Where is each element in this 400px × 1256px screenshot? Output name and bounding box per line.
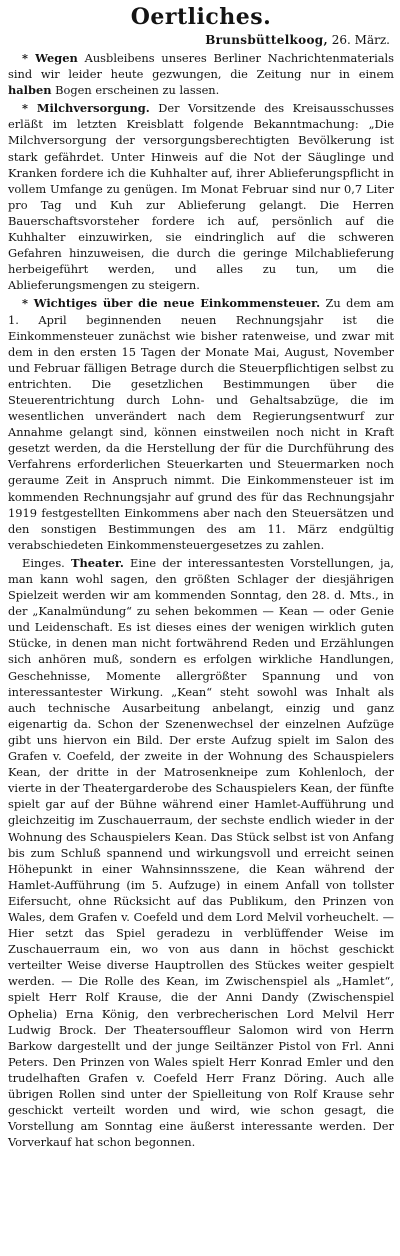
article-theater-prefix: Einges. xyxy=(22,555,65,570)
article-missing-news xyxy=(8,50,394,98)
article-theater-headline: Theater. xyxy=(71,555,124,570)
dateline-date: 26. März. xyxy=(331,33,390,47)
dateline-place: Brunsbüttelkoog, xyxy=(205,33,328,47)
section-heading: Oertliches. xyxy=(130,4,272,30)
article-milk-supply-headline: * Milchversorgung. xyxy=(22,101,150,116)
article-theater-body: Eine der interessantesten Vorstellungen, ja, man kann wohl sagen, den größten Schlager der diesjährigen Spielzeit werden wir am kommenden Sonntag, den 28. d. Mts., in der „Kanalmündung“ zu sehen bekommen — Kean — oder Genie und Leidenschaft. Es ist dieses eines der wenigen wirklich guten Stücke, in denen man nicht fortwährend Reden und Erzählungen sich anhören muß, sondern es erfolgen wirkliche Handlungen, Geschehnisse, Momente allergrößter Spannung und von interessantester Wirkung. „Kean“ steht sowohl was Inhalt als auch technische Ausarbeitung anbelangt, einzig und ganz eigenartig da. Schon der Szenenwechsel der einzelnen Aufzüge gibt uns hiervon ein Bild. Der erste Aufzug spielt im Salon des Grafen v. Coefeld, der zweite in der Wohnung des Schauspielers Kean, der dritte in der Matrosenkneipe zum Kohlenloch, der vierte in der Theatergarderobe des Schauspielers Kean, der fünfte spielt gar auf der Bühne während einer Hamlet-Aufführung und gleichzeitig im Zuschauerraum, der sechste endlich wieder in der Wohnung des Schauspielers Kean. Das Stück selbst ist von Anfang bis zum Schluß spannend und wirkungsvoll und erreicht seinen Höhepunkt in einer Wahnsinnsszene, die Kean während der Hamlet-Aufführung (im 5. Aufzuge) in einem Anfall von tollster Eifersucht, ohne Rücksicht auf das Publikum, den Prinzen von Wales, dem Grafen v. Coefeld und dem Lord Melvil vorheuchelt. — Hier setzt das Spiel geradezu in verblüffender Weise im Zuschauerraum ein, wo von aus dann in höchst geschickt verteilter Weise diverse Hauptrollen des Stückes weiter gespielt werden. — Die Rolle des Kean, im Zwischenspiel als „Hamlet“, spielt Herr Rolf Krause, die der Anni Dandy (Zwischenspiel Ophelia) Erna König, den verbrecherischen Lord Melvil Herr Ludwig Brock. Der Theatersouffleur Salomon wird von Herrn Barkow dargestellt und der junge Seiltänzer Pistol von Frl. Anni Peters. Den Prinzen von Wales spielt Herr Konrad Emler und den trudelhaften Grafen v. Coefeld Herr Franz Döring. Auch alle übrigen Rollen sind unter der Spielleitung von Rolf Krause sehr geschickt verteilt worden und wird, wie schon gesagt, die Vorstellung am Sonntag eine äußerst interessante werden. Der Vorverkauf hat schon begonnen. xyxy=(8,555,394,1150)
article-milk-supply-body: Der Vorsitzende des Kreisausschusses erläßt im letzten Kreisblatt folgende Bekanntmachung: „Die Milchversorgung der versorgungsberechtigten Bevölkerung ist stark gefährdet. Unter Hinweis auf die Not der Säuglinge und Kranken fordere ich die Kuhhalter auf, ihrer Ablieferungspflicht in vollem Umfange zu genügen. Im Monat Februar sind nur 0,7 Liter pro Tag und Kuh zur Ablieferung gelangt. Die Herren Bauerschaftsvorsteher fordere ich auf, persönlich auf die Kuhhalter einzuwirken, sie eindringlich auf die schweren Gefahren hinzuweisen, die durch die geringe Milchablieferung herbeigeführt werden, und alles zu tun, um die Ablieferungsmengen zu steigern. xyxy=(8,101,394,293)
article-missing-news-lead: * Wegen xyxy=(22,51,78,65)
article-income-tax-body: Zu dem am 1. April beginnenden neuen Rechnungsjahr ist die Einkommensteuer zunächst wie bisher ratenweise, und zwar mit dem in den ersten 15 Tagen der Monate Mai, August, November und Februar fälligen Betrage durch die Steuerpflichtigen selbst zu entrichten. Die gesetzlichen Bestimmungen über die Steuerentrichtung durch Lohn- und Gehaltsabzüge, die im wesentlichen unverändert nach dem Regierungsentwurf zur Annahme gelangt sind, können einstweilen noch nicht in Kraft gesetzt werden, da die Herstellung der für die Durchführung des Verfahrens erforderlichen Steuerkarten und Steuermarken noch geraume Zeit in Anspruch nimmt. Die Einkommensteuer ist im kommenden Rechnungsjahr auf grund des für das Rechnungsjahr 1919 festgestellten Einkommens aber nach den Steuersätzen und den sonstigen Bestimmungen des am 11. März endgültig verabschiedeten Einkommensteuergesetzes zu zahlen. xyxy=(8,296,394,552)
article-missing-news-text-1: Ausbleibens unseres Berliner Nachrichtenmaterials sind wir leider heute gezwungen, die Zeitung nur in einem xyxy=(8,51,394,82)
article-theater xyxy=(8,555,394,1150)
article-milk-supply xyxy=(8,100,394,293)
article-missing-news-emphasis: halben xyxy=(8,83,52,98)
article-income-tax xyxy=(8,295,394,553)
article-income-tax-headline: * Wichtiges über die neue Einkommensteuer. xyxy=(22,296,321,311)
article-missing-news-text-2: Bogen erscheinen zu lassen. xyxy=(51,83,220,98)
dateline xyxy=(8,32,390,48)
